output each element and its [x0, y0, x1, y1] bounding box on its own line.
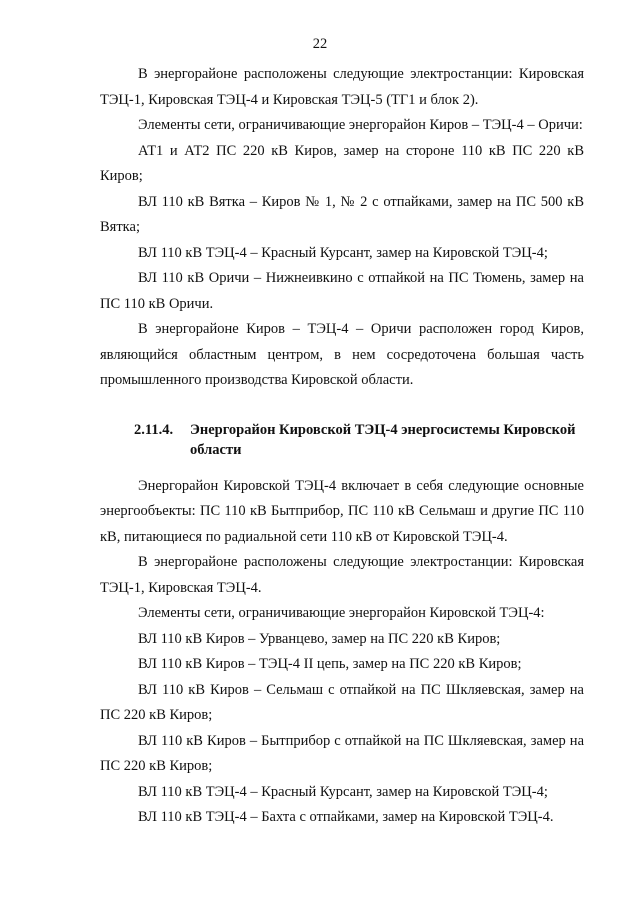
paragraph: ВЛ 110 кВ Киров – Урванцево, замер на ПС 220 кВ Киров;	[138, 630, 501, 647]
paragraph: Элементы сети, ограничивающие энергорайон Кировской ТЭЦ-4:	[138, 605, 545, 621]
paragraph: В энергорайоне расположены следующие электростанции: Кировская ТЭЦ-1, Кировская ТЭЦ-4 и Кировская ТЭЦ-5 (ТГ1 и блок 2).	[100, 66, 584, 108]
paragraph: В энергорайоне Киров – ТЭЦ-4 – Оричи расположен город Киров, являющийся областным центром, в нем сосредоточена большая часть промышленного производства Кировской области.	[100, 321, 584, 388]
document-body	[100, 62, 584, 831]
paragraph: ВЛ 110 кВ ТЭЦ-4 – Красный Курсант, замер на Кировской ТЭЦ-4;	[138, 783, 548, 800]
paragraph: ВЛ 110 кВ ТЭЦ-4 – Бахта с отпайками, замер на Кировской ТЭЦ-4.	[138, 809, 554, 825]
paragraph: ВЛ 110 кВ Оричи – Нижнеивкино с отпайкой на ПС Тюмень, замер на ПС 110 кВ Оричи.	[100, 270, 584, 312]
section-number: 2.11.4.	[134, 421, 174, 438]
paragraph: ВЛ 110 кВ Киров – Бытприбор с отпайкой на ПС Шкляевская, замер на ПС 220 кВ Киров;	[100, 732, 584, 774]
paragraph: ВЛ 110 кВ ТЭЦ-4 – Красный Курсант, замер на Кировской ТЭЦ-4;	[138, 244, 548, 261]
paragraph: ВЛ 110 кВ Киров – ТЭЦ-4 II цепь, замер на ПС 220 кВ Киров;	[138, 656, 522, 672]
paragraph: ВЛ 110 кВ Вятка – Киров № 1, № 2 с отпайками, замер на ПС 500 кВ Вятка;	[100, 193, 584, 235]
paragraph: ВЛ 110 кВ Киров – Сельмаш с отпайкой на ПС Шкляевская, замер на ПС 220 кВ Киров;	[100, 681, 584, 723]
section-title: Энергорайон Кировской ТЭЦ-4 энергосистемы Кировской области	[190, 421, 576, 458]
paragraph: Энергорайон Кировской ТЭЦ-4 включает в себя следующие основные энергообъекты: ПС 110 кВ Бытприбор, ПС 110 кВ Сельмаш и другие ПС 110 кВ, питающиеся по радиальной сети 110 кВ от Кировской ТЭЦ-4.	[100, 477, 584, 545]
section-heading	[100, 420, 584, 460]
paragraph: В энергорайоне расположены следующие электростанции: Кировская ТЭЦ-1, Кировская ТЭЦ-4.	[100, 554, 584, 596]
paragraph: АТ1 и АТ2 ПС 220 кВ Киров, замер на стороне 110 кВ ПС 220 кВ Киров;	[100, 142, 584, 184]
paragraph: Элементы сети, ограничивающие энергорайон Киров – ТЭЦ-4 – Оричи:	[138, 117, 583, 133]
page-number: 22	[312, 36, 328, 52]
